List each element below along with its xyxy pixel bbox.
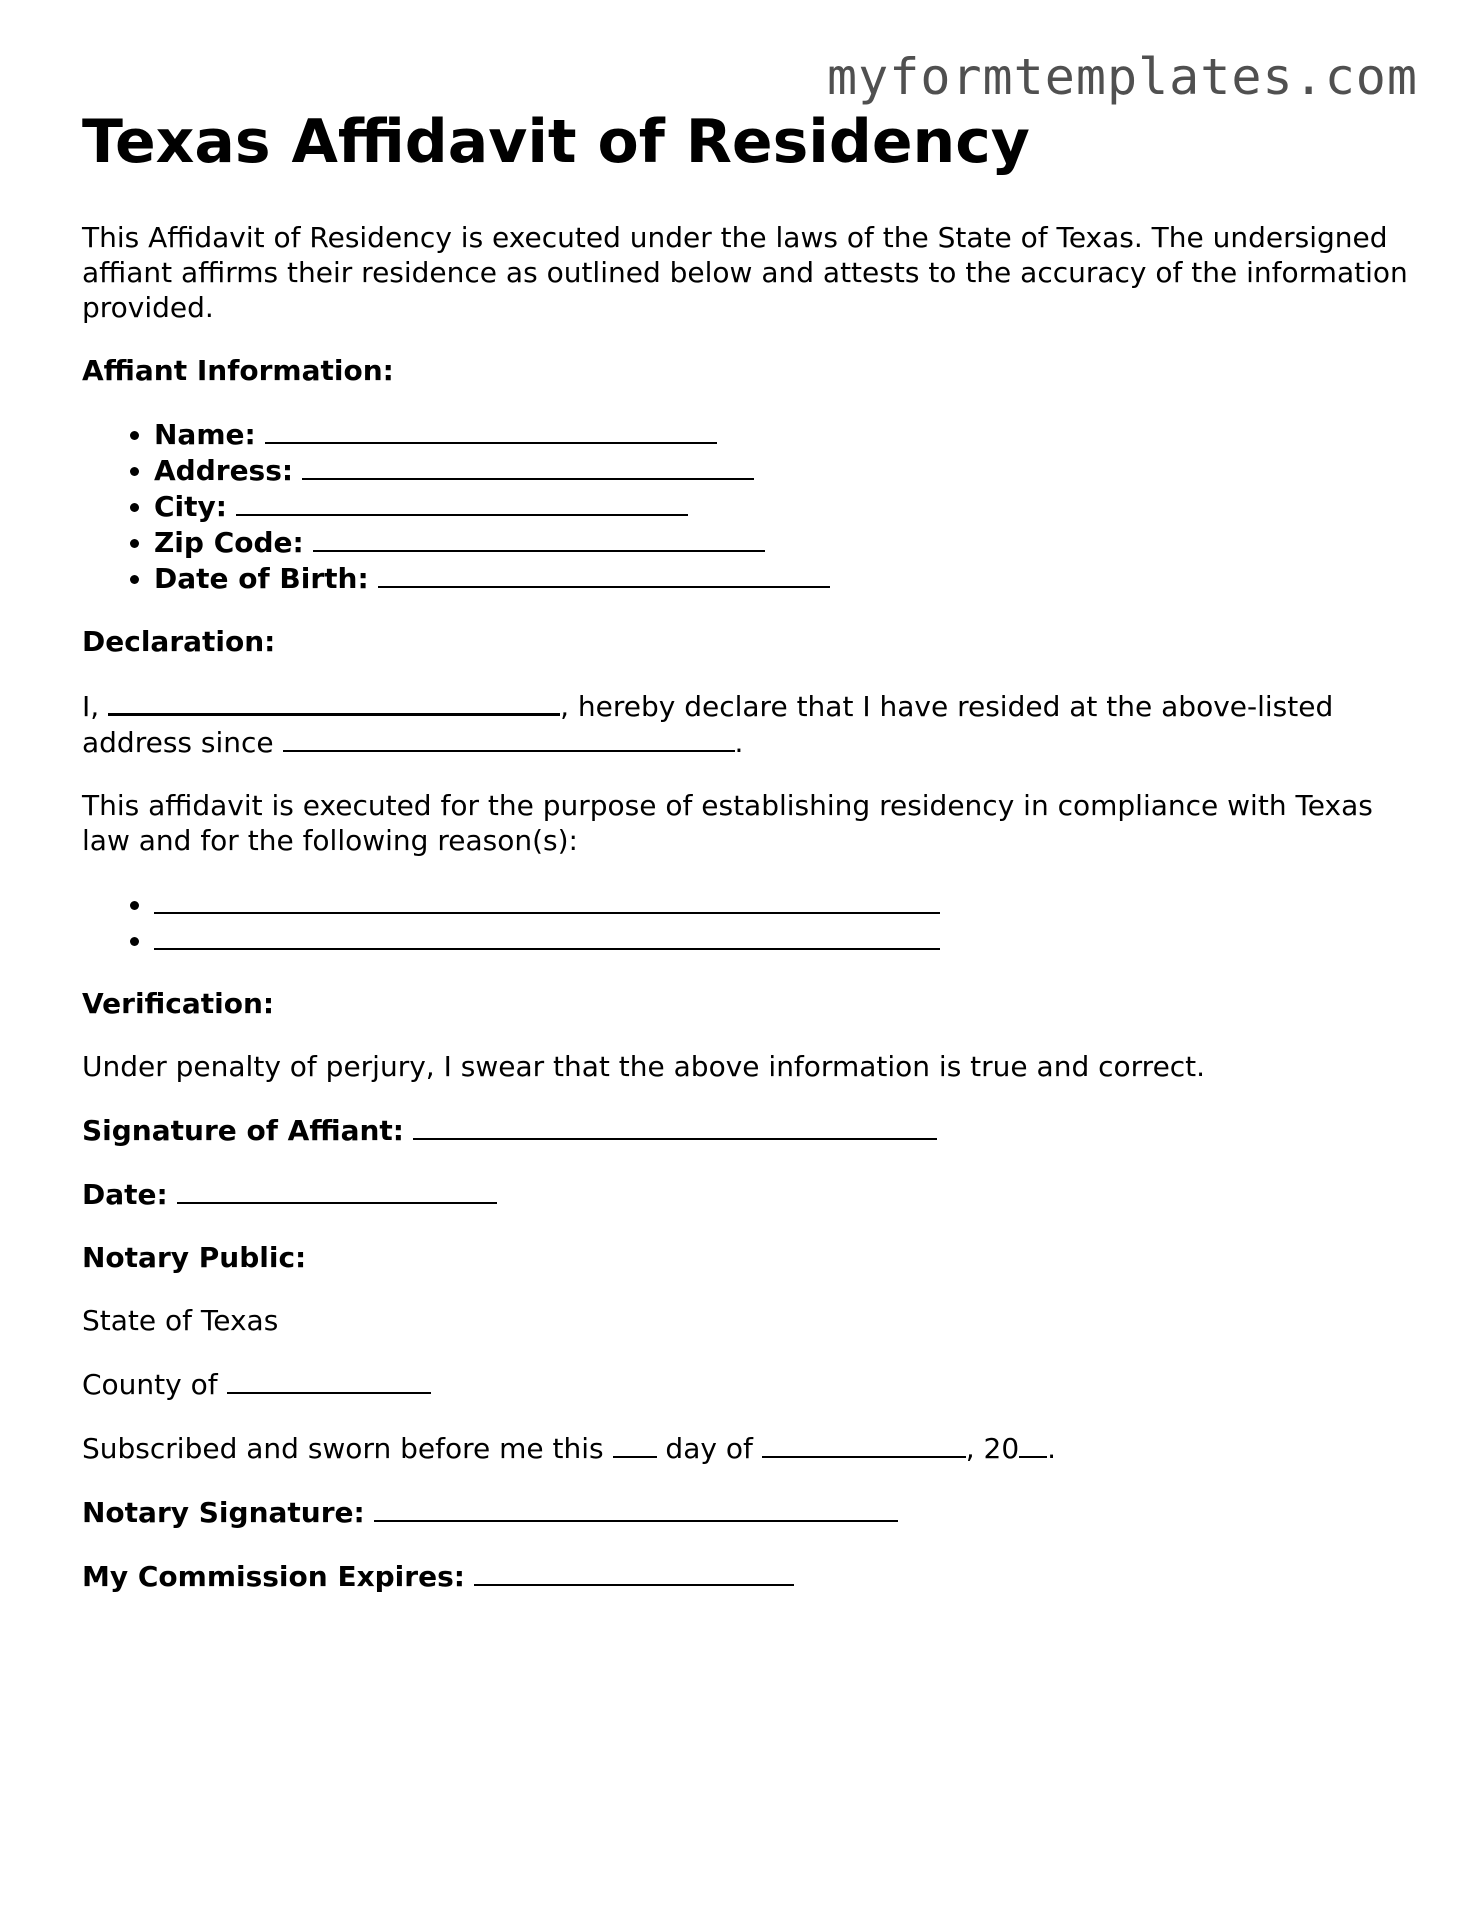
watermark: myformtemplates.com [827, 48, 1418, 106]
purpose-paragraph: This affidavit is executed for the purpose of establishing residency in compliance with Texas law and for the following reason(s): [82, 789, 1373, 857]
sworn-mid: day of [665, 1432, 753, 1465]
county-line [82, 1366, 1412, 1402]
notary-state: State of Texas [82, 1304, 279, 1337]
declaration-heading: Declaration: [82, 625, 276, 658]
city-field [154, 488, 1412, 524]
dob-blank[interactable] [378, 560, 830, 588]
residence-since-blank[interactable] [283, 724, 735, 752]
month-blank[interactable] [762, 1430, 966, 1458]
zip-blank[interactable] [313, 524, 765, 552]
city-label: City: [154, 490, 227, 523]
day-blank[interactable] [613, 1430, 657, 1458]
reason-blank-1[interactable] [154, 886, 940, 914]
notary-signature-blank[interactable] [374, 1494, 898, 1522]
reason-item [154, 922, 1412, 958]
county-label: County of [82, 1368, 218, 1401]
sworn-start: Subscribed and sworn before me this [82, 1432, 604, 1465]
address-label: Address: [154, 454, 294, 487]
name-blank[interactable] [265, 416, 717, 444]
date-line [82, 1176, 1412, 1212]
verification-statement: Under penalty of perjury, I swear that the above information is true and correct. [82, 1050, 1206, 1083]
year-blank[interactable] [1019, 1430, 1047, 1458]
sworn-year: , 20 [965, 1432, 1020, 1465]
county-blank[interactable] [227, 1366, 431, 1394]
dob-label: Date of Birth: [154, 562, 369, 595]
zip-field [154, 524, 1412, 560]
document-page [82, 104, 1412, 1622]
city-blank[interactable] [236, 488, 688, 516]
date-label: Date: [82, 1178, 168, 1211]
reason-item [154, 886, 1412, 922]
name-label: Name: [154, 418, 256, 451]
declarant-name-blank[interactable] [108, 687, 560, 716]
address-field [154, 452, 1412, 488]
declaration-start: I, [82, 690, 100, 723]
declaration-statement [82, 687, 1412, 760]
commission-blank[interactable] [474, 1558, 794, 1586]
affiant-heading: Affiant Information: [82, 354, 394, 387]
affiant-fields-list [82, 416, 1412, 596]
address-blank[interactable] [302, 452, 754, 480]
zip-label: Zip Code: [154, 526, 304, 559]
commission-label: My Commission Expires: [82, 1560, 465, 1593]
notary-signature-line [82, 1494, 1412, 1530]
intro-paragraph: This Affidavit of Residency is executed under the laws of the State of Texas. The undersigned affiant affirms their residence as outlined below and attests to the accuracy of the information provided. [82, 221, 1408, 324]
commission-line [82, 1558, 1412, 1594]
reason-blank-2[interactable] [154, 922, 940, 950]
reasons-list [82, 886, 1412, 958]
sworn-end: . [1047, 1432, 1057, 1465]
document-title: Texas Affidavit of Residency [82, 107, 1030, 177]
declaration-mid: , hereby declare that I have resided at the above-listed address since [82, 690, 1334, 759]
name-field [154, 416, 1412, 452]
dob-field [154, 560, 1412, 596]
declaration-end: . [734, 726, 744, 759]
affiant-signature-blank[interactable] [413, 1112, 937, 1140]
notary-signature-label: Notary Signature: [82, 1496, 365, 1529]
sworn-line [82, 1430, 1412, 1466]
affiant-signature-line [82, 1112, 1412, 1148]
affiant-signature-label: Signature of Affiant: [82, 1114, 404, 1147]
notary-heading: Notary Public: [82, 1241, 307, 1274]
date-blank[interactable] [177, 1176, 497, 1204]
verification-heading: Verification: [82, 987, 275, 1020]
